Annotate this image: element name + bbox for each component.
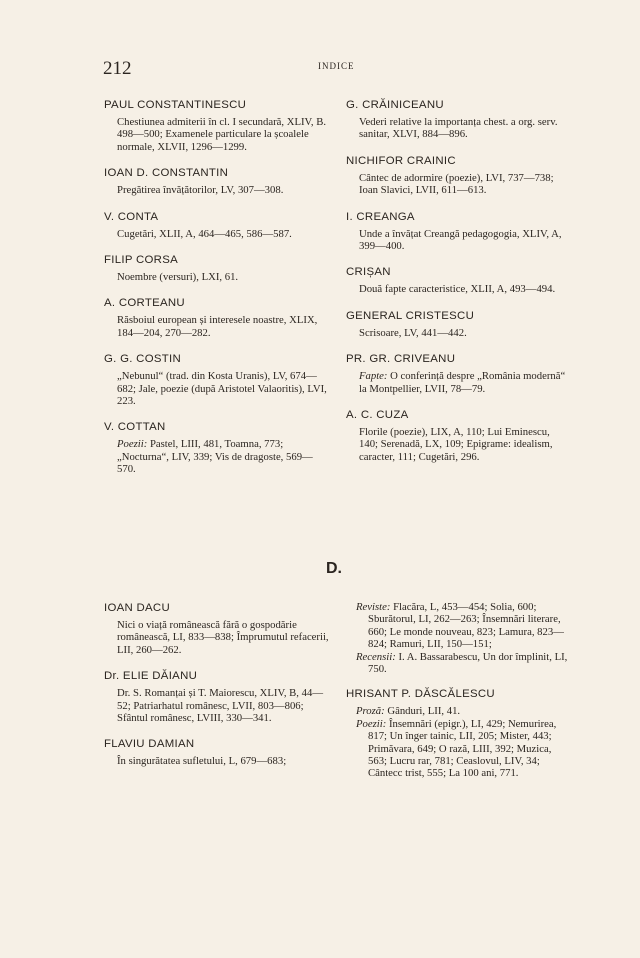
index-entry xyxy=(104,296,329,339)
entry-text: Vederi relative la importanța chest. a org. serv. sanitar, XLVI, 884—896. xyxy=(359,116,558,141)
entry-text: „Nebunul“ (trad. din Kosta Uranis), LV, 674—682; Jale, poezie (după Aristotel Valaoritis), LVI, 223. xyxy=(117,370,327,408)
entry-text xyxy=(346,370,571,395)
author-name: IOAN D. CONSTANTIN xyxy=(104,167,229,180)
index-entry xyxy=(104,420,329,475)
entry-text: Florile (poezie), LIX, A, 110; Lui Eminescu, 140; Serenadă, LX, 109; Epigrame: idealism, caracter, 111; Cugetări, 296. xyxy=(359,426,553,463)
entry-text: Noembre (versuri), LXI, 61. xyxy=(117,271,239,284)
entry-text: Scrisoare, LV, 441—442. xyxy=(359,326,467,339)
entry-text: Chestiunea admiterii în cl. I secundară, XLIV, B. 498—500; Examenele particulare la școalele normale, XLVII, 1296—1299. xyxy=(117,116,327,153)
section-letter: D. xyxy=(326,560,342,577)
entry-works: O conferință despre „România modernă“ la Montpellier, LVII, 78—79. xyxy=(359,370,566,395)
entry-text: Răsboiul european și interesele noastre, XLIX, 184—204, 270—282. xyxy=(117,314,318,339)
index-entry xyxy=(104,166,329,196)
author-name: A. C. CUZA xyxy=(346,409,409,422)
entry-text: În singurătatea sufletului, L, 679—683; xyxy=(117,755,287,768)
index-entry xyxy=(104,253,329,283)
author-name: CRIȘAN xyxy=(346,266,391,279)
entry-text: Pregătirea învățătorilor, LV, 307—308. xyxy=(117,184,284,197)
entry-text xyxy=(346,705,571,717)
page-number: 212 xyxy=(103,58,132,79)
author-name: PR. GR. CRIVEANU xyxy=(346,353,456,366)
index-entry xyxy=(346,98,571,141)
entry-works: Gânduri, LII, 41. xyxy=(387,705,461,718)
index-entry xyxy=(104,352,329,407)
index-entry xyxy=(346,352,571,395)
entry-text xyxy=(346,651,571,676)
genre-label: Poezii: xyxy=(356,717,387,730)
index-entry xyxy=(346,687,571,779)
index-column-top-left xyxy=(104,98,329,489)
author-name: FLAVIU DAMIAN xyxy=(104,738,195,751)
entry-text: Unde a învățat Creangă pedagogogia, XLIV, A, 399—400. xyxy=(359,227,562,253)
index-column-bottom-right xyxy=(346,601,571,793)
entry-text: Două fapte caracteristice, XLII, A, 493—494. xyxy=(359,283,556,296)
author-name: A. CORTEANU xyxy=(104,297,185,310)
entry-works: Pastel, LIII, 481, Toamna, 773; „Nocturna“, LIV, 339; Vis de dragoste, 569—570. xyxy=(117,438,313,476)
author-name: G. CRĂINICEANU xyxy=(346,99,444,111)
entry-text: Nici o viață românească fără o gospodărie românească, LI, 833—838; Împrumutul refacerii, LII, 260—262. xyxy=(117,619,329,656)
author-name: IOAN DACU xyxy=(104,602,170,614)
author-name: NICHIFOR CRAINIC xyxy=(346,154,456,167)
genre-label: Proză: xyxy=(356,705,385,718)
author-name: PAUL CONSTANTINESCU xyxy=(104,99,247,111)
entry-works: Însemnări (epigr.), LI, 429; Nemurirea, 817; Un înger tainic, LII, 205; Mister, 443; Primăvara, 649; O rază, LIII, 392; Muzica, 563; Lucru rar, 781; Ceaslovul, LIV, 34; Cântecc trist, 555; La 100 ani, 771. xyxy=(368,717,557,780)
genre-label: Poezii: xyxy=(117,438,148,451)
entry-text: Dr. S. Romanțai și T. Maiorescu, XLIV, B, 44—52; Patriarhatul românesc, LVII, 803—806; Sfântul românesc, LVIII, 330—341. xyxy=(117,687,324,725)
author-name: I. CREANGA xyxy=(346,210,415,223)
running-title: INDICE xyxy=(318,61,355,71)
index-entry xyxy=(104,601,329,656)
entry-text xyxy=(346,718,571,780)
index-entry xyxy=(346,210,571,253)
entry-text xyxy=(104,438,329,475)
genre-label: Reviste: xyxy=(356,601,391,613)
author-name: FILIP CORSA xyxy=(104,254,178,267)
index-entry xyxy=(104,98,329,153)
author-name: HRISANT P. DĂSCĂLESCU xyxy=(346,688,495,701)
index-entry xyxy=(346,309,571,339)
entry-text: Cugetări, XLII, A, 464—465, 586—587. xyxy=(117,227,292,240)
index-entry-continued xyxy=(346,601,571,675)
index-entry xyxy=(104,737,329,767)
author-name: G. G. COSTIN xyxy=(104,353,182,366)
entry-works: Flacăra, L, 453—454; Solia, 600; Sburătorul, LI, 262—263; Însemnări literare, 660; Le monde nouveau, 823; Lamura, 823—824; Ramuri, LII, 150—151; xyxy=(368,601,564,651)
index-entry xyxy=(346,265,571,295)
index-entry xyxy=(346,408,571,463)
author-name: Dr. ELIE DĂIANU xyxy=(104,670,198,683)
index-entry xyxy=(104,669,329,724)
index-entry xyxy=(104,210,329,240)
genre-label: Recensii: xyxy=(356,650,396,663)
author-name: V. COTTAN xyxy=(104,421,166,434)
index-entry xyxy=(346,154,571,197)
entry-works: I. A. Bassarabescu, Un dor împlinit, LI, 750. xyxy=(368,650,568,676)
author-name: V. CONTA xyxy=(104,210,159,223)
genre-label: Fapte: xyxy=(359,370,388,383)
author-name: GENERAL CRISTESCU xyxy=(346,309,475,322)
entry-text xyxy=(346,601,571,651)
index-column-bottom-left xyxy=(104,601,329,781)
entry-text: Cântec de adormire (poezie), LVI, 737—738; Ioan Slavici, LVII, 611—613. xyxy=(359,171,554,197)
index-column-top-right xyxy=(346,98,571,476)
